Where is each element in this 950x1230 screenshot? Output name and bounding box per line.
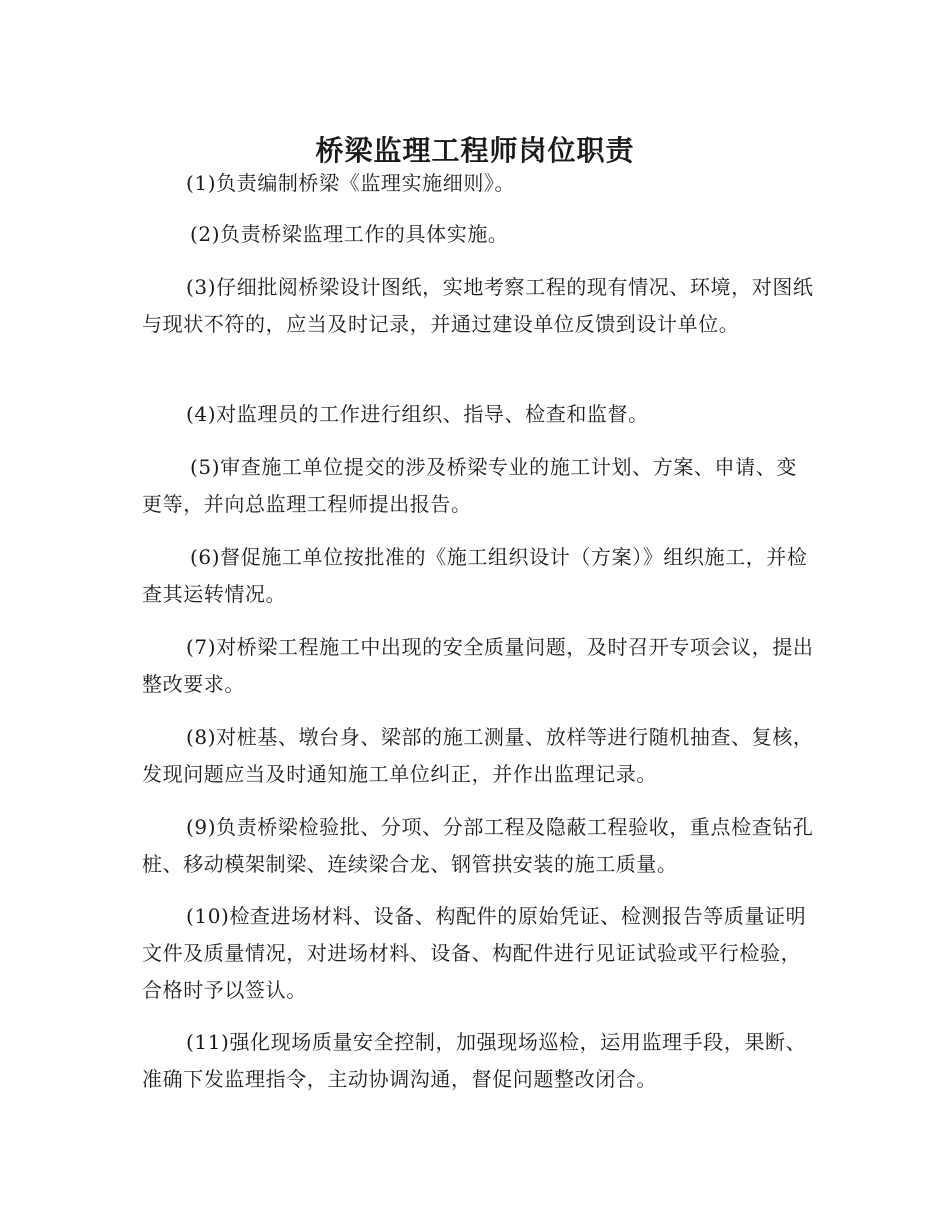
document-title: 桥梁监理工程师岗位职责	[315, 133, 635, 167]
paragraph-4: (4)对监理员的工作进行组织、指导、检查和监督。	[186, 402, 649, 426]
paragraph-7: (7)对桥梁工程施工中出现的安全质量问题，及时召开专项会议，提出整改要求。	[142, 635, 814, 696]
paragraph-3: (3)仔细批阅桥梁设计图纸，实地考察工程的现有情况、环境，对图纸与现状不符的，应当及时记录，并通过建设单位反馈到设计单位。	[142, 275, 814, 336]
paragraph-2: (2)负责桥梁监理工作的具体实施。	[190, 222, 509, 246]
paragraph-8: (8)对桩基、墩台身、梁部的施工测量、放样等进行随机抽查、复核，发现问题应当及时通知施工单位纠正，并作出监理记录。	[142, 725, 814, 786]
paragraph-6: (6)督促施工单位按批准的《施工组织设计（方案）》组织施工，并检查其运转情况。	[142, 545, 808, 606]
paragraph-11: (11)强化现场质量安全控制，加强现场巡检，运用监理手段，果断、准确下发监理指令，主动协调沟通，督促问题整改闭合。	[142, 1030, 807, 1091]
paragraph-9: (9)负责桥梁检验批、分项、分部工程及隐蔽工程验收，重点检查钻孔桩、移动模架制梁、连续梁合龙、钢管拱安装的施工质量。	[142, 815, 814, 876]
paragraph-10: (10)检查进场材料、设备、构配件的原始凭证、检测报告等质量证明文件及质量情况，对进场材料、设备、构配件进行见证试验或平行检验，合格时予以签认。	[142, 904, 807, 1002]
paragraph-1: (1)负责编制桥梁《监理实施细则》。	[186, 171, 516, 195]
paragraph-5: (5)审查施工单位提交的涉及桥梁专业的施工计划、方案、申请、变更等，并向总监理工程师提出报告。	[142, 455, 797, 516]
